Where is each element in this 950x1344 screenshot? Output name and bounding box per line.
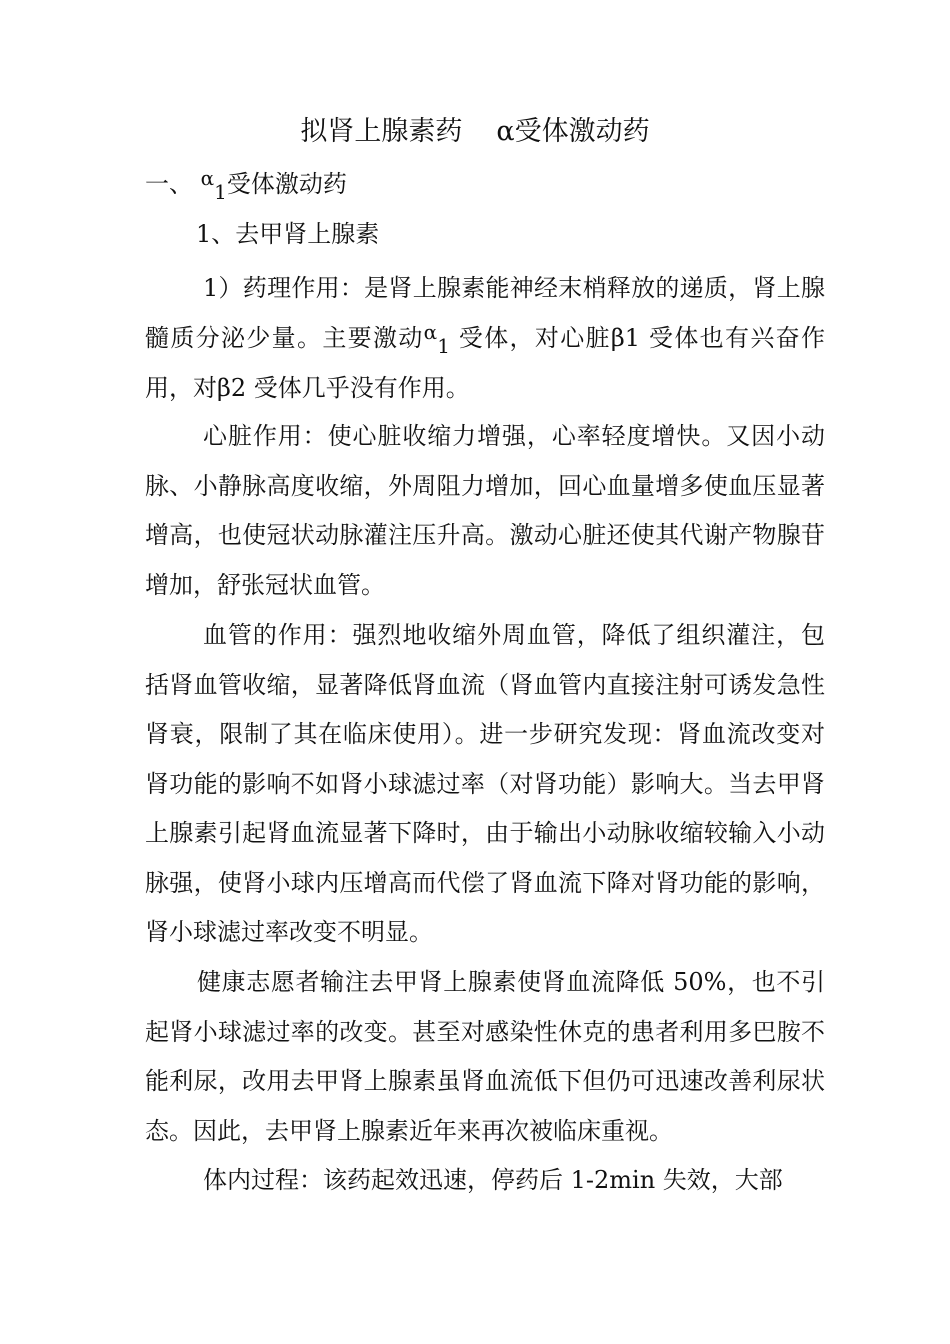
subsection-heading-1: 1、去甲肾上腺素 — [196, 220, 380, 248]
title-part1: 拟肾上腺素药 — [300, 116, 463, 147]
document-title — [0, 112, 950, 152]
alpha-symbol: α — [423, 319, 438, 344]
paragraph-pharmacology — [145, 264, 825, 414]
paragraph-volunteer-study: 健康志愿者输注去甲肾上腺素使肾血流降低 50%，也不引起肾小球滤过率的改变。甚至对感染性休克的患者利用多巴胺不能利尿，改用去甲肾上腺素虽肾血流低下但仍可迅速改善利尿状态。因此，去甲肾上腺素近年来再次被临床重视。 — [145, 968, 825, 1145]
paragraph-cardiac-effect: 心脏作用：使心脏收缩力增强，心率轻度增快。又因小动脉、小静脉高度收缩，外周阻力增加，回心血量增多使血压显著增高，也使冠状动脉灌注压升高。激动心脏还使其代谢产物腺苷增加，舒张冠状血管。 — [145, 422, 825, 599]
section-prefix: 一、 — [145, 170, 193, 198]
title-part2: α受体激动药 — [496, 116, 650, 147]
section-alpha: α — [200, 166, 215, 190]
paragraph-pharmacokinetics: 体内过程：该药起效迅速，停药后 1-2min 失效，大部 — [203, 1166, 783, 1194]
section-suffix: 受体激动药 — [226, 170, 347, 198]
paragraph-vascular-effect: 血管的作用：强烈地收缩外周血管，降低了组织灌注，包括肾血管收缩，显著降低肾血流（肾血管内直接注射可诱发急性肾衰，限制了其在临床使用）。进一步研究发现：肾血流改变对肾功能的影响不如肾小球滤过率（对肾功能）影响大。当去甲肾上腺素引起肾血流显著下降时，由于输出小动脉收缩较输入小动脉强，使肾小球内压增高而代偿了肾血流下降对肾功能的影响，肾小球滤过率改变不明显。 — [145, 621, 825, 946]
paragraph-text: 受体，对心脏β1 受体也有兴奋作用，对β2 受体几乎没有作用。 — [145, 323, 825, 402]
section-heading-1 — [145, 166, 347, 203]
paragraph-text: 1）药理作用：是肾上腺素能神经末梢释放的递质，肾上腺髓质分泌少量。主要激动 — [145, 274, 825, 352]
subscript-1: 1 — [437, 333, 450, 358]
section-subscript: 1 — [214, 180, 227, 204]
